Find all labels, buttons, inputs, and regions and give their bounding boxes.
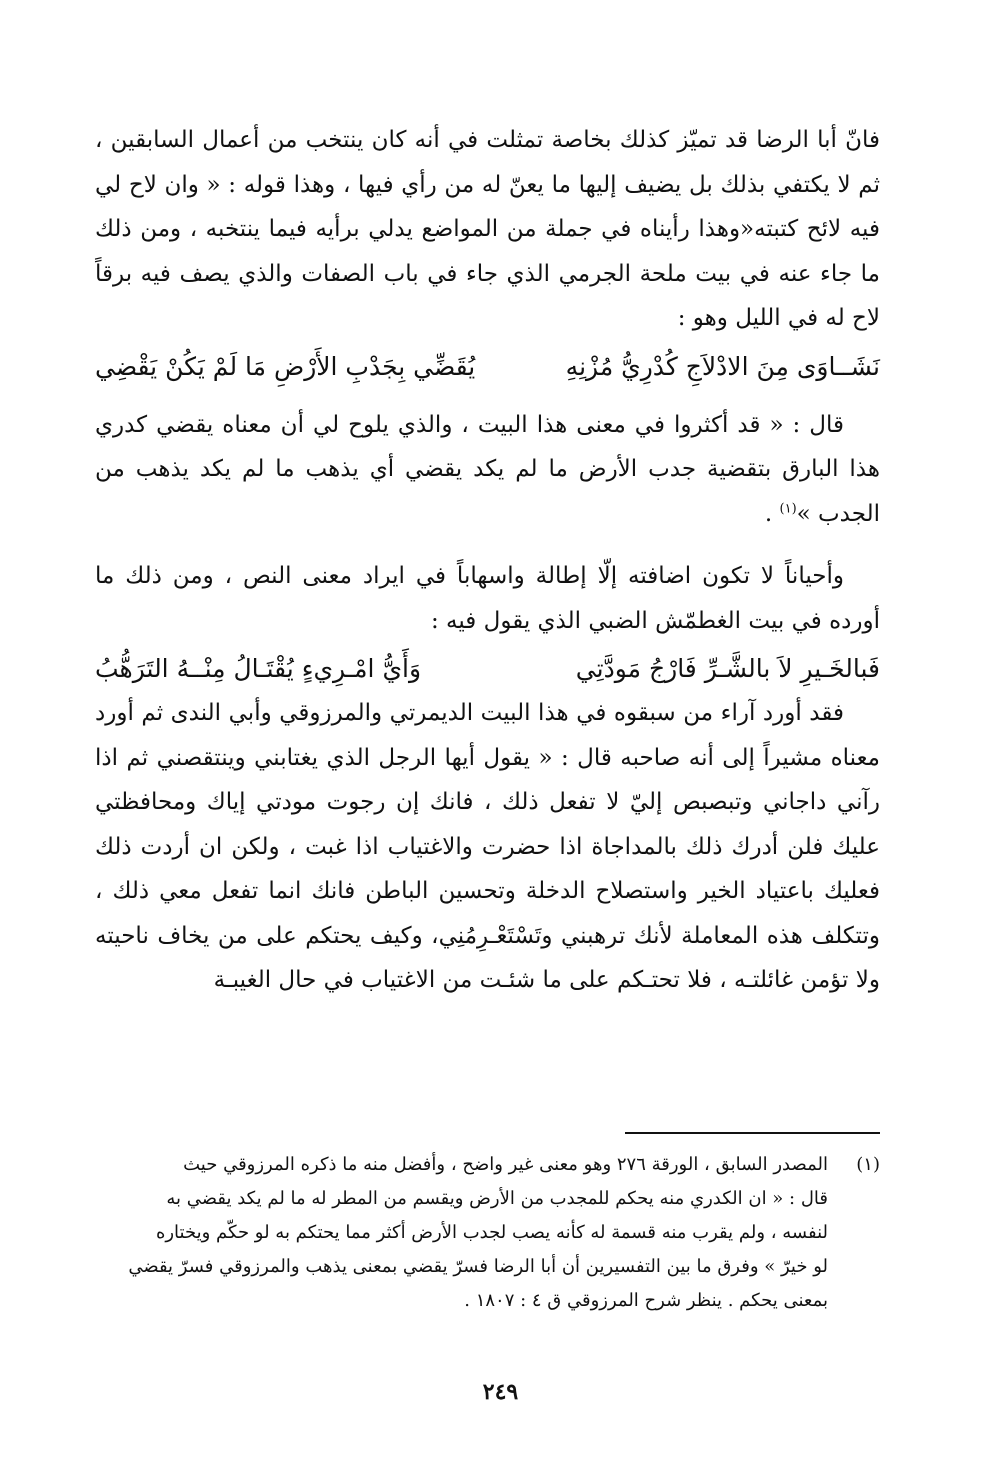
paragraph-3 — [95, 554, 880, 643]
paragraph-4 — [95, 691, 880, 1003]
footnote-text: لنفسه ، ولم يقرب منه قسمة له كأنه يصب لجدب الأرض أكثر مما يحتكم به لو حكّم ويختاره — [155, 1222, 828, 1243]
verse-2-second-hemistich: وَأَيُّ امْـرِيءٍ يُقْتَـالُ مِنْــهُ التَرَهُّبُ — [95, 654, 422, 683]
footnote-line — [110, 1148, 880, 1182]
paragraph-4-text: فقد أورد آراء من سبقوه في هذا البيت الديمرتي والمرزوقي وأبي الندى ثم أورد معناه مشيراً إلى أنه صاحبه قال : « يقول أيها الرجل الذي يغتابني وينتقصني ثم اذا رآني داجاني وتبصبص إليّ لا تفعل ذلك ، فانك إن رجوت مودتي إياك ومحافظتي عليك فلن أدرك ذلك بالمداجاة اذا حضرت والاغتياب اذا غبت ، ولكن ان أردت ذلك فعليك باعتياد الخير واستصلاح الدخلة وتحسين الباطن فانك انما تفعل معي ذلك ، وتتكلف هذه المعاملة لأنك ترهبني وتَسْتَعْـرِمُنِي، وكيف يحتكم على من يخاف ناحيته ولا تؤمن غائلتـه ، فلا تحتـكم على ما شئـت من الاغتياب في حال الغيبـة — [95, 700, 880, 993]
footnote-separator — [625, 1132, 880, 1134]
footnote-text: قال : « ان الكدري منه يحكم للمجدب من الأرض ويقسم من المطر له ما لم يكد يقضي به — [166, 1188, 828, 1209]
footnote-reference[interactable]: (١) — [779, 500, 797, 516]
paragraph-3-text: وأحياناً لا تكون اضافته إلّا إطالة واسهاباً في ايراد معنى النص ، ومن ذلك ما أورده في بيت الغطمّش الضبي الذي يقول فيه : — [95, 563, 880, 634]
verse-2 — [95, 647, 880, 691]
paragraph-2-end: . — [764, 500, 780, 527]
paragraph-1: فانّ أبا الرضا قد تميّز كذلك بخاصة تمثلت في أنه كان ينتخب من أعمال السابقين ، ثم لا يكتفي بذلك بل يضيف إليها ما يعنّ له من رأي فيها ، وهذا قوله : « وان لاح لي فيه لائح كتبته«وهذا رأيناه في جملة من المواضع يدلي برأيه فيما ينتخبه ، ومن ذلك ما جاء عنه في بيت ملحة الجرمي الذي جاء في باب الصفات والذي يصف فيه برقاً لاح له في الليل وهو : — [95, 127, 880, 331]
footnote-line — [110, 1284, 880, 1318]
verse-2-first-hemistich: فَبالخَـيرِ لاَ بالشَّـرِّ فَارْجُ مَودَّتِي — [575, 654, 880, 683]
main-text — [95, 118, 880, 1003]
verse-1 — [95, 345, 880, 389]
footnote-number: (١) — [856, 1154, 880, 1175]
footnote-text: بمعنى يحكم . ينظر شرح المرزوقي ق ٤ : ١٨٠٧ . — [464, 1290, 828, 1311]
footnote-line — [110, 1216, 880, 1250]
paragraph-2 — [95, 403, 880, 537]
footnote-text: المصدر السابق ، الورقة ٢٧٦ وهو معنى غير واضح ، وأفضل منه ما ذكره المرزوقي حيث — [183, 1154, 828, 1175]
footnote-text: لو خيرّ » وفرق ما بين التفسيرين أن أبا الرضا فسرّ يقضي بمعنى يذهب والمرزوقي فسرّ يقضي — [128, 1256, 828, 1277]
footnote-line — [110, 1182, 880, 1216]
verse-1-first-hemistich: نَشَــاوَى مِنَ الادْلاَجِ كُدْرِيُّ مُزْنِهِ — [565, 351, 880, 381]
footnote-line — [110, 1250, 880, 1284]
page-number: ٢٤٩ — [482, 1379, 519, 1405]
paragraph-2-text: قال : « قد أكثروا في معنى هذا البيت ، والذي يلوح لي أن معناه يقضي كدري هذا البارق بتقضية جدب الأرض ما لم يكد يقضي أي يذهب ما لم يكد يذهب من الجدب » — [95, 411, 880, 527]
verse-1-second-hemistich: يُقَضِّي بِجَدْبِ الأَرْضِ مَا لَمْ يَكُنْ يَقْضِي — [95, 351, 476, 381]
footnotes — [110, 1148, 880, 1318]
